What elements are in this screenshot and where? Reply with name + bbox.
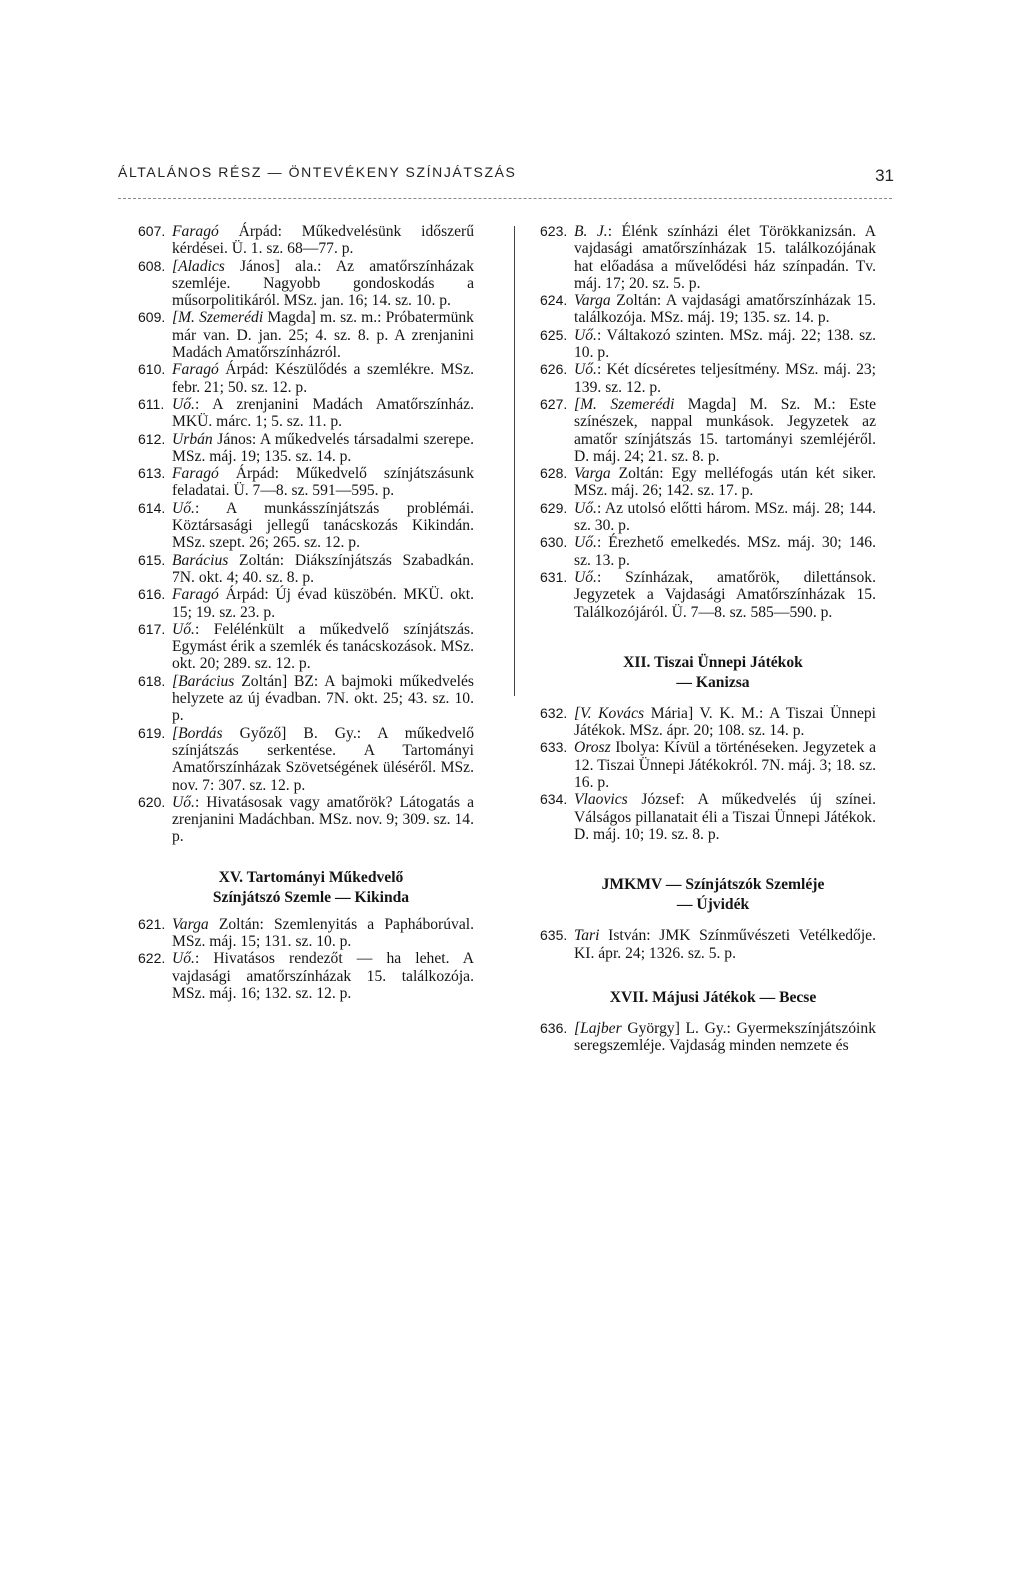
entry-author: Faragó xyxy=(172,223,219,240)
left-column xyxy=(138,223,474,1002)
entry-author: Uő. xyxy=(172,499,195,517)
entry-text xyxy=(574,1020,876,1055)
entry-citation: : Hivatásosak vagy amatőrök? Látogatás a zrenjanini Madáchban. MSz. nov. 9; 309. sz. 14. p. xyxy=(172,793,474,846)
entry-citation: István: JMK Színművészeti Vetélkedője. KI. ápr. 24; 1326. sz. 5. p. xyxy=(574,927,876,962)
bibliography-entry xyxy=(540,465,876,500)
entry-list xyxy=(540,927,876,962)
entry-text xyxy=(172,673,474,725)
entry-citation: Ibolya: Kívül a történéseken. Jegyzetek a 12. Tiszai Ünnepi Játékokról. 7N. máj. 3; 18. sz. 16. p. xyxy=(574,739,876,792)
entry-author: [Lajber xyxy=(574,1019,622,1037)
entry-author: Uő. xyxy=(574,534,597,552)
entry-citation: János: A műkedvelés társadalmi szerepe. MSz. máj. 19; 135. sz. 14. p. xyxy=(172,430,474,465)
entry-list xyxy=(540,705,876,843)
entry-text xyxy=(574,927,876,962)
entry-text xyxy=(172,431,474,466)
entry-text xyxy=(574,569,876,621)
entry-author: [V. Kovács xyxy=(574,704,645,722)
bibliography-entry xyxy=(540,223,876,292)
entry-author: Tari xyxy=(574,927,600,945)
entry-author: [Barácius xyxy=(172,672,235,690)
section-heading-line: XII. Tiszai Ünnepi Játékok xyxy=(623,653,803,671)
section-heading-line: JMKMV — Színjátszók Szemléje xyxy=(601,876,825,894)
entry-author: Orosz xyxy=(574,739,611,757)
entry-text xyxy=(172,223,474,258)
entry-text xyxy=(574,705,876,740)
entry-number: 624. xyxy=(540,292,568,309)
entry-text xyxy=(172,950,474,1002)
entry-author: Barácius xyxy=(172,551,229,569)
bibliography-entry xyxy=(138,950,474,1002)
bibliography-entry xyxy=(540,791,876,843)
bibliography-entry xyxy=(138,725,474,794)
entry-citation: : Az utolsó előtti három. MSz. máj. 28; 144. sz. 30. p. xyxy=(574,499,876,535)
bibliography-entry xyxy=(540,500,876,535)
entry-author: Faragó xyxy=(172,361,219,379)
running-title: ÁLTALÁNOS RÉSZ — ÖNTEVÉKENY SZÍNJÁTSZÁS xyxy=(118,164,517,180)
bibliography-entry xyxy=(138,621,474,673)
entry-text xyxy=(172,396,474,431)
entry-text xyxy=(172,794,474,846)
entry-author: [Bordás xyxy=(172,724,223,742)
header-rule xyxy=(118,198,892,199)
entry-number: 628. xyxy=(540,465,568,482)
bibliography-entry xyxy=(540,534,876,569)
bibliography-entry xyxy=(540,327,876,362)
entry-author: Faragó xyxy=(172,465,219,483)
entry-number: 615. xyxy=(138,551,166,568)
entry-list xyxy=(138,916,474,1002)
bibliography-entry xyxy=(138,794,474,846)
entry-text xyxy=(172,309,474,361)
entry-number: 630. xyxy=(540,534,568,551)
entry-number: 608. xyxy=(138,257,166,274)
entry-citation: : Két dícséretes teljesítmény. MSz. máj. 23; 139. sz. 12. p. xyxy=(574,361,876,396)
entry-text xyxy=(172,552,474,587)
entry-number: 633. xyxy=(540,739,568,756)
section-heading-line: — Kanizsa xyxy=(676,673,750,691)
entry-number: 632. xyxy=(540,704,568,721)
entry-text xyxy=(172,725,474,794)
entry-text xyxy=(574,292,876,327)
entry-text xyxy=(574,791,876,843)
bibliography-entry xyxy=(138,223,474,258)
bibliography-entry xyxy=(540,927,876,962)
entry-author: Uő. xyxy=(172,950,195,968)
entry-number: 625. xyxy=(540,326,568,343)
entry-number: 614. xyxy=(138,499,166,516)
entry-number: 607. xyxy=(138,223,166,239)
entry-text xyxy=(172,586,474,621)
entry-number: 621. xyxy=(138,915,166,932)
entry-text xyxy=(574,534,876,569)
entry-text xyxy=(574,465,876,500)
page-header xyxy=(118,164,894,190)
entry-citation: : Hivatásos rendezőt — ha lehet. A vajdasági amatőrszínházak 15. találkozója. MSz. máj. 16; 132. sz. 12. p. xyxy=(172,950,474,1002)
entry-list xyxy=(540,223,876,621)
entry-author: Uő. xyxy=(172,620,195,638)
entry-number: 629. xyxy=(540,499,568,516)
bibliography-entry xyxy=(540,1020,876,1055)
entry-author: B. J. xyxy=(574,223,608,240)
entry-list xyxy=(540,1020,876,1055)
entry-text xyxy=(574,500,876,535)
entry-text xyxy=(574,223,876,292)
entry-text xyxy=(172,621,474,673)
entry-author: Urbán xyxy=(172,430,213,448)
bibliography-entry xyxy=(138,361,474,396)
entry-number: 617. xyxy=(138,620,166,637)
entry-author: Varga xyxy=(574,465,611,483)
entry-text xyxy=(172,500,474,552)
entry-author: Vlaovics xyxy=(574,791,628,809)
entry-number: 627. xyxy=(540,395,568,412)
bibliography-entry xyxy=(540,705,876,740)
entry-number: 611. xyxy=(138,395,165,412)
entry-text xyxy=(172,361,474,396)
bibliography-entry xyxy=(540,396,876,465)
page-number: 31 xyxy=(875,166,894,185)
entry-citation: Árpád: Műkedvelésünk időszerű kérdései. Ü. 1. sz. 68—77. p. xyxy=(172,223,474,258)
entry-citation: Győző] B. Gy.: A műkedvelő színjátszás serkentése. A Tartományi Amatőrszínházak Szövetségének üléséről. MSz. nov. 7: 307. sz. 12. p. xyxy=(172,724,474,794)
entry-citation: : A munkásszínjátszás problémái. Köztársasági jellegű tanácskozás Kikindán. MSz. szept. 26; 265. sz. 12. p. xyxy=(172,499,474,552)
entry-citation: Zoltán: Diákszínjátszás Szabadkán. 7N. okt. 4; 40. sz. 8. p. xyxy=(172,551,474,586)
entry-author: Uő. xyxy=(574,326,597,344)
entry-number: 620. xyxy=(138,793,166,810)
entry-citation: : Színházak, amatőrök, dilettánsok. Jegyzetek a Vajdasági Amatőrszínházak 15. Találkozójáról. Ü. 7—8. sz. 585—590. p. xyxy=(574,568,876,621)
entry-author: Varga xyxy=(574,292,611,310)
entry-text xyxy=(574,327,876,362)
entry-author: [M. Szemerédi xyxy=(172,309,264,327)
entry-number: 619. xyxy=(138,724,166,741)
entry-text xyxy=(574,361,876,396)
entry-number: 634. xyxy=(540,791,568,808)
entry-citation: Zoltán] BZ: A bajmoki műkedvelés helyzete az új évadban. 7N. okt. 25; 43. sz. 10. p. xyxy=(172,672,474,725)
entry-number: 612. xyxy=(138,430,166,447)
section-heading-xii xyxy=(540,653,876,693)
entry-citation: : A zrenjanini Madách Amatőrszínház. MKÜ. márc. 1; 5. sz. 11. p. xyxy=(172,395,474,431)
entry-citation: Mária] V. K. M.: A Tiszai Ünnepi Játékok. MSz. ápr. 20; 108. sz. 14. p. xyxy=(574,704,876,740)
entry-citation: József: A műkedvelés új színei. Válságos pillanatait éli a Tiszai Ünnepi Játékok. D. máj. 10; 19. sz. 8. p. xyxy=(574,791,876,843)
entry-author: Uő. xyxy=(172,395,195,413)
entry-citation: János] ala.: Az amatőrszínházak szemléje. Nagyobb gondoskodás a műsorpolitikáról. MSz. jan. 16; 14. sz. 10. p. xyxy=(172,257,474,310)
entry-text xyxy=(574,739,876,791)
entry-list xyxy=(138,223,474,846)
entry-number: 635. xyxy=(540,927,568,944)
entry-text xyxy=(574,396,876,465)
bibliography-entry xyxy=(540,361,876,396)
section-heading-xvii xyxy=(540,988,876,1008)
section-heading-jmkmv xyxy=(540,875,876,915)
entry-citation: : Felélénkült a műkedvelő színjátszás. Egymást érik a szemlék és tanácskozások. MSz. okt. 20; 289. sz. 12. p. xyxy=(172,620,474,673)
entry-number: 631. xyxy=(540,568,568,585)
entry-author: [M. Szemerédi xyxy=(574,395,675,413)
bibliography-entry xyxy=(540,739,876,791)
entry-citation: György] L. Gy.: Gyermekszínjátszóink seregszemléje. Vajdaság minden nemzete és xyxy=(574,1019,876,1055)
entry-number: 610. xyxy=(138,361,166,378)
entry-citation: Zoltán: Egy melléfogás után két siker. MSz. máj. 26; 142. sz. 17. p. xyxy=(574,465,876,500)
section-heading-line: XV. Tartományi Műkedvelő xyxy=(218,868,404,886)
entry-author: Varga xyxy=(172,915,209,933)
section-heading-xv xyxy=(138,868,474,908)
entry-number: 623. xyxy=(540,223,568,239)
entry-number: 636. xyxy=(540,1019,568,1036)
bibliography-entry xyxy=(540,292,876,327)
entry-citation: : Váltakozó szinten. MSz. máj. 22; 138. sz. 10. p. xyxy=(574,326,876,362)
entry-number: 609. xyxy=(138,309,166,326)
bibliography-entry xyxy=(138,916,474,951)
entry-number: 613. xyxy=(138,465,166,482)
section-heading-line: — Újvidék xyxy=(676,896,750,914)
section-heading-line: Színjátszó Szemle — Kikinda xyxy=(212,888,410,906)
bibliography-entry xyxy=(138,396,474,431)
column-divider xyxy=(514,226,515,696)
entry-citation: : Érezhető emelkedés. MSz. máj. 30; 146. sz. 13. p. xyxy=(574,534,876,569)
bibliography-entry xyxy=(138,586,474,621)
entry-author: Uő. xyxy=(574,499,597,517)
entry-citation: : Élénk színházi élet Törökkanizsán. A vajdasági amatőrszínházak 15. találkozójának hat előadása a művelődési ház színpadán. Tv. máj. 17; 20. sz. 5. p. xyxy=(574,223,876,292)
entry-number: 618. xyxy=(138,672,166,689)
entry-text xyxy=(172,465,474,500)
entry-author: Faragó xyxy=(172,586,219,604)
entry-number: 626. xyxy=(540,361,568,378)
entry-author: Uő. xyxy=(574,361,597,379)
entry-citation: Zoltán: A vajdasági amatőrszínházak 15. találkozója. MSz. máj. 19; 135. sz. 14. p. xyxy=(574,292,876,327)
entry-author: Uő. xyxy=(172,793,195,811)
entry-citation: Árpád: Műkedvelő színjátszásunk feladatai. Ü. 7—8. sz. 591—595. p. xyxy=(172,465,474,500)
entry-author: Uő. xyxy=(574,568,597,586)
bibliography-entry xyxy=(540,569,876,621)
bibliography-entry xyxy=(138,309,474,361)
right-column xyxy=(540,223,876,1054)
bibliography-entry xyxy=(138,431,474,466)
entry-number: 616. xyxy=(138,586,166,603)
entry-citation: Zoltán: Szemlenyitás a Papháborúval. MSz. máj. 15; 131. sz. 10. p. xyxy=(172,915,474,950)
bibliography-entry xyxy=(138,500,474,552)
entry-number: 622. xyxy=(138,950,166,967)
bibliography-entry xyxy=(138,465,474,500)
entry-text xyxy=(172,258,474,310)
entry-author: [Aladics xyxy=(172,257,225,275)
bibliography-entry xyxy=(138,258,474,310)
entry-text xyxy=(172,916,474,951)
section-heading-line: XVII. Májusi Játékok — Becse xyxy=(609,988,817,1006)
entry-citation: Magda] m. sz. m.: Próbatermünk már van. D. jan. 25; 4. sz. 8. p. A zrenjanini Madách Amatőrszínházról. xyxy=(172,309,474,362)
bibliography-entry xyxy=(138,673,474,725)
bibliography-entry xyxy=(138,552,474,587)
entry-citation: Árpád: Új évad küszöbén. MKÜ. okt. 15; 19. sz. 23. p. xyxy=(172,586,474,621)
entry-citation: Magda] M. Sz. M.: Este színészek, nappal munkások. Jegyzetek az amatőr színjátszás 15. tartományi szemléjéről. D. máj. 24; 21. sz. 8. p. xyxy=(574,395,876,465)
entry-citation: Árpád: Készülődés a szemlékre. MSz. febr. 21; 50. sz. 12. p. xyxy=(172,361,474,396)
